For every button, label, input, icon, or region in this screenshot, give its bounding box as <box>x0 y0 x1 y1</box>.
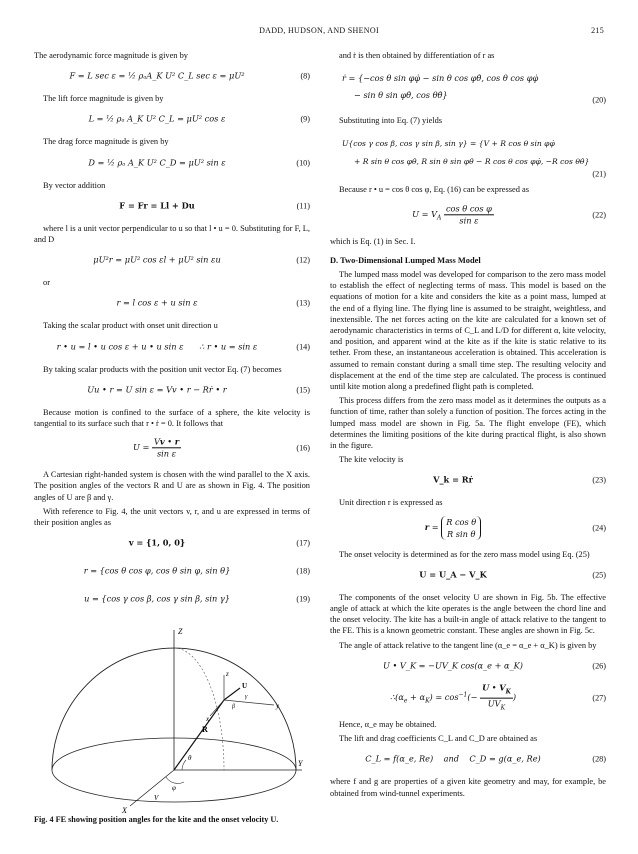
phi-arc <box>166 777 184 783</box>
label-beta: β <box>232 704 235 710</box>
paragraph: By taking scalar products with the position unit vector Eq. (7) becomes <box>43 364 282 374</box>
running-head: DADD, HUDSON, AND SHENOI <box>259 26 379 35</box>
paragraph: Because r • u = cos θ cos φ, Eq. (16) can be expressed as <box>339 185 529 195</box>
paragraph: The onset velocity is determined as for the zero mass model using Eq. (25) <box>339 549 590 559</box>
equation-number: (13) <box>296 298 310 308</box>
label-Z: Z <box>178 627 183 636</box>
paragraph: where l is a unit vector perpendicular to u so that l • u = 0. Substituting for F, L, and D <box>34 223 310 245</box>
paragraph: The aerodynamic force magnitude is given by <box>34 51 188 60</box>
equation-number: (9) <box>300 114 310 124</box>
equation-body: C_L = f(α_e, Re) and C_D = g(α_e, Re) <box>365 753 541 764</box>
paragraph: Taking the scalar product with onset unit direction u <box>43 321 218 331</box>
equation-27 <box>330 683 606 713</box>
velocity-U <box>224 688 240 700</box>
paragraph: The lumped mass model was developed for comparison to the zero mass model to establish the effect of neglecting terms of mass. This model is based on the equations of motion for a kite and considers the kite as a point mass, lumped at the end of a flying line. The flying line is assumed to be straight, weightless, and inextensible. The net forces acting on the kite are calculated for a known set of aerodynamic characteristics in terms of C_L and L/D for different α, kite velocity, and position, and apparent wind at the kite as if the kite is static relative to its tether. From these, an instantaneous acceleration is obtained. This acceleration is assumed to remain constant during a small time step. The resulting velocity and displacement at the end of the time step are calculated. The process is continued until kite motion along a predefined flight path is completed. <box>330 270 606 392</box>
equation-number: (23) <box>592 475 606 485</box>
equation-body: r = {cos θ cos φ, cos θ sin φ, sin θ} <box>83 565 231 576</box>
equation-line: − sin θ sin φθ̇, cos θθ̇} <box>354 90 448 101</box>
equation-16 <box>34 433 310 463</box>
equation-body: r = R cos θ R sin θ <box>330 516 576 540</box>
sphere-diagram <box>34 620 310 815</box>
equation-number: (14) <box>296 342 310 352</box>
equation-body: u = {cos γ cos β, cos γ sin β, sin γ} <box>84 593 230 604</box>
equation-22 <box>330 200 606 230</box>
equation-11 <box>34 195 310 217</box>
label-U: U <box>242 682 248 690</box>
local-x-axis <box>210 700 224 716</box>
equation-15 <box>34 379 310 401</box>
equation-body: F = L sec ε = ½ ρₐA_K U² C_L sec ε = μU² <box>69 70 245 81</box>
equation-body: U = $\frac{Vv • r}{\text{sin ε}}$ <box>132 436 180 459</box>
equation-body: F = Fr = Ll + Du <box>119 200 195 211</box>
equation-12 <box>34 249 310 271</box>
label-V: V <box>154 794 159 802</box>
paragraph: Substituting into Eq. (7) yields <box>339 116 443 126</box>
equation-number: (28) <box>592 754 606 764</box>
equation-body: v = {1, 0, 0} <box>128 537 186 548</box>
equation-body: r = l cos ε + u sin ε <box>116 297 198 308</box>
x-axis <box>130 770 174 806</box>
equation-23 <box>330 469 606 491</box>
paragraph: With reference to Fig. 4, the unit vectors v, r, and u are expressed in terms of their position angles as <box>34 506 310 528</box>
equation-number: (27) <box>592 693 606 703</box>
equation-number: (19) <box>296 594 310 604</box>
label-X: X <box>122 806 127 815</box>
equation-line: U{cos γ cos β, cos γ sin β, sin γ} = {V + R cos θ sin φφ̇ <box>342 139 555 149</box>
paragraph: Unit direction r is expressed as <box>339 498 443 508</box>
equation-body: r • u = l • u cos ε + u • u sin ε ∴ r • u = sin ε <box>56 341 258 352</box>
equation-body: μU²r = μU² cos εl + μU² sin εu <box>93 254 221 265</box>
figure-4 <box>34 620 310 815</box>
equation-10 <box>34 152 310 174</box>
paragraph: The kite velocity is <box>339 455 404 465</box>
paragraph: The lift and drag coefficients C_L and C_D are obtained as <box>339 734 538 744</box>
equation-18 <box>34 560 310 582</box>
paragraph: The angle of attack relative to the tangent line (α_e = α_e + α_K) is given by <box>339 640 597 650</box>
equation-28 <box>330 748 606 770</box>
equation-body <box>342 138 590 166</box>
equation-19 <box>34 588 310 610</box>
equation-number: (10) <box>296 158 310 168</box>
page-number: 215 <box>591 26 604 35</box>
label-phi: φ <box>172 784 176 792</box>
label-theta: θ <box>188 754 192 762</box>
equation-9 <box>34 108 310 130</box>
equation-13 <box>34 292 310 314</box>
label-z: z <box>226 670 229 678</box>
fraction: $\frac{U • V_K}{UV_K}$ <box>482 682 511 712</box>
left-column <box>34 50 310 616</box>
equation-body: U • V_K = −UV_K cos(α_e + α_K) <box>383 660 523 671</box>
equation-number: (12) <box>296 255 310 265</box>
equation-number: (18) <box>296 566 310 576</box>
equation-number: (26) <box>592 661 606 671</box>
label-Y: Y <box>298 759 303 768</box>
theta-arc <box>182 760 186 770</box>
equation-21 <box>330 130 606 179</box>
equation-body: V_k = Rṙ <box>433 474 473 485</box>
equation-number: (20) <box>592 94 606 104</box>
equation-line: + R sin θ cos φθ̇, R sin θ sin φθ̇ − R cos θ cos φφ̇, −R cos θθ̇} <box>354 156 590 166</box>
equation-number: (25) <box>592 570 606 580</box>
section-heading: D. Two-Dimensional Lumped Mass Model <box>330 255 481 265</box>
equation-8 <box>34 65 310 87</box>
equation-20 <box>330 65 606 109</box>
equation-number: (15) <box>296 385 310 395</box>
paragraph: The drag force magnitude is given by <box>43 137 169 147</box>
equation-14 <box>34 336 310 358</box>
equation-number: (22) <box>592 210 606 220</box>
paragraph: Hence, α_e may be obtained. <box>339 719 437 729</box>
equation-number: (11) <box>296 201 310 211</box>
equation-26 <box>330 655 606 677</box>
equation-number: (17) <box>296 538 310 548</box>
position-vector-R <box>174 700 224 770</box>
equation-body: D = ½ ρₐ A_K U² C_D = μU² sin ε <box>88 157 226 168</box>
paragraph: Because motion is confined to the surface of a sphere, the kite velocity is tangential to its surface such that r • ṙ = 0. It follows that <box>34 407 310 429</box>
paragraph: This process differs from the zero mass model as it determines the outputs as a function of time, rather than solely a function of position. The forces acting in the lumped mass model are shown in Fig. 5a. The flight envelope (FE), which determines the limiting positions of the kite during practical flight, is also shown in the figure. <box>330 396 606 451</box>
equation-body: $U = V_A$ $\frac{\text{cos θ cos φ}}{\text{sin ε}}$ <box>412 202 492 226</box>
equation-24 <box>330 513 606 543</box>
paragraph: or <box>43 278 50 288</box>
equation-body: U = U_A − V_K <box>419 569 487 580</box>
equation-25 <box>330 564 606 586</box>
equation-body: Uu • r = U sin ε = Vv • r − Rṙ • r <box>87 384 227 395</box>
fraction: $\frac{\text{cos θ cos φ}}{\text{sin ε}}$ <box>445 202 492 226</box>
equation-number: (24) <box>592 523 606 533</box>
paragraph: which is Eq. (1) in Sec. I. <box>330 236 416 246</box>
equation-body: $\therefore(\alpha_e + \alpha_K) = \cos^{-1}(-$ $\frac{U • V_K}{UV_K}$ ) <box>330 683 576 714</box>
equation-body: L = ½ ρₐ A_K U² C_L = μU² cos ε <box>88 113 226 124</box>
paragraph: A Cartesian right-handed system is chosen with the wind parallel to the X axis. The position angles of the vectors R and U are as shown in Fig. 4. The position angles of U are β and γ. <box>34 470 310 502</box>
equation-number: (21) <box>592 169 606 179</box>
right-column <box>330 50 606 802</box>
equation-body <box>342 73 576 101</box>
figure-caption: Fig. 4 FE showing position angles for the kite and the onset velocity U. <box>34 815 279 824</box>
equation-17 <box>34 532 310 554</box>
paragraph: where f and g are properties of a given kite geometry and may, for example, be obtained from wind-tunnel experiments. <box>330 777 606 798</box>
paragraph: The lift force magnitude is given by <box>43 94 164 104</box>
label-R: R <box>202 725 208 734</box>
label-gamma: γ <box>245 694 248 700</box>
paragraph: By vector addition <box>43 180 106 190</box>
paragraph: and ṙ is then obtained by differentiation of r as <box>339 51 495 60</box>
equation-line: ṙ = {−cos θ sin φφ̇ − sin θ cos φθ̇, cos θ cos φφ̇ <box>342 73 539 83</box>
fraction: $\frac{Vv • r}{\text{sin ε}}$ <box>153 436 180 459</box>
equation-number: (8) <box>300 71 310 81</box>
column-vector: R cos θ R sin θ <box>441 516 481 540</box>
paragraph: The components of the onset velocity U are shown in Fig. 5b. The effective angle of attack at which the kite operates is the angle between the chord line and the onset velocity. The kite has a built-in angle of attack relative to the tangent to the FE. This is a known geometric constant. These angles are shown in Fig. 5c. <box>330 592 606 636</box>
label-x: x <box>206 715 210 723</box>
equation-number: (16) <box>296 443 310 453</box>
label-y: y <box>276 702 280 710</box>
